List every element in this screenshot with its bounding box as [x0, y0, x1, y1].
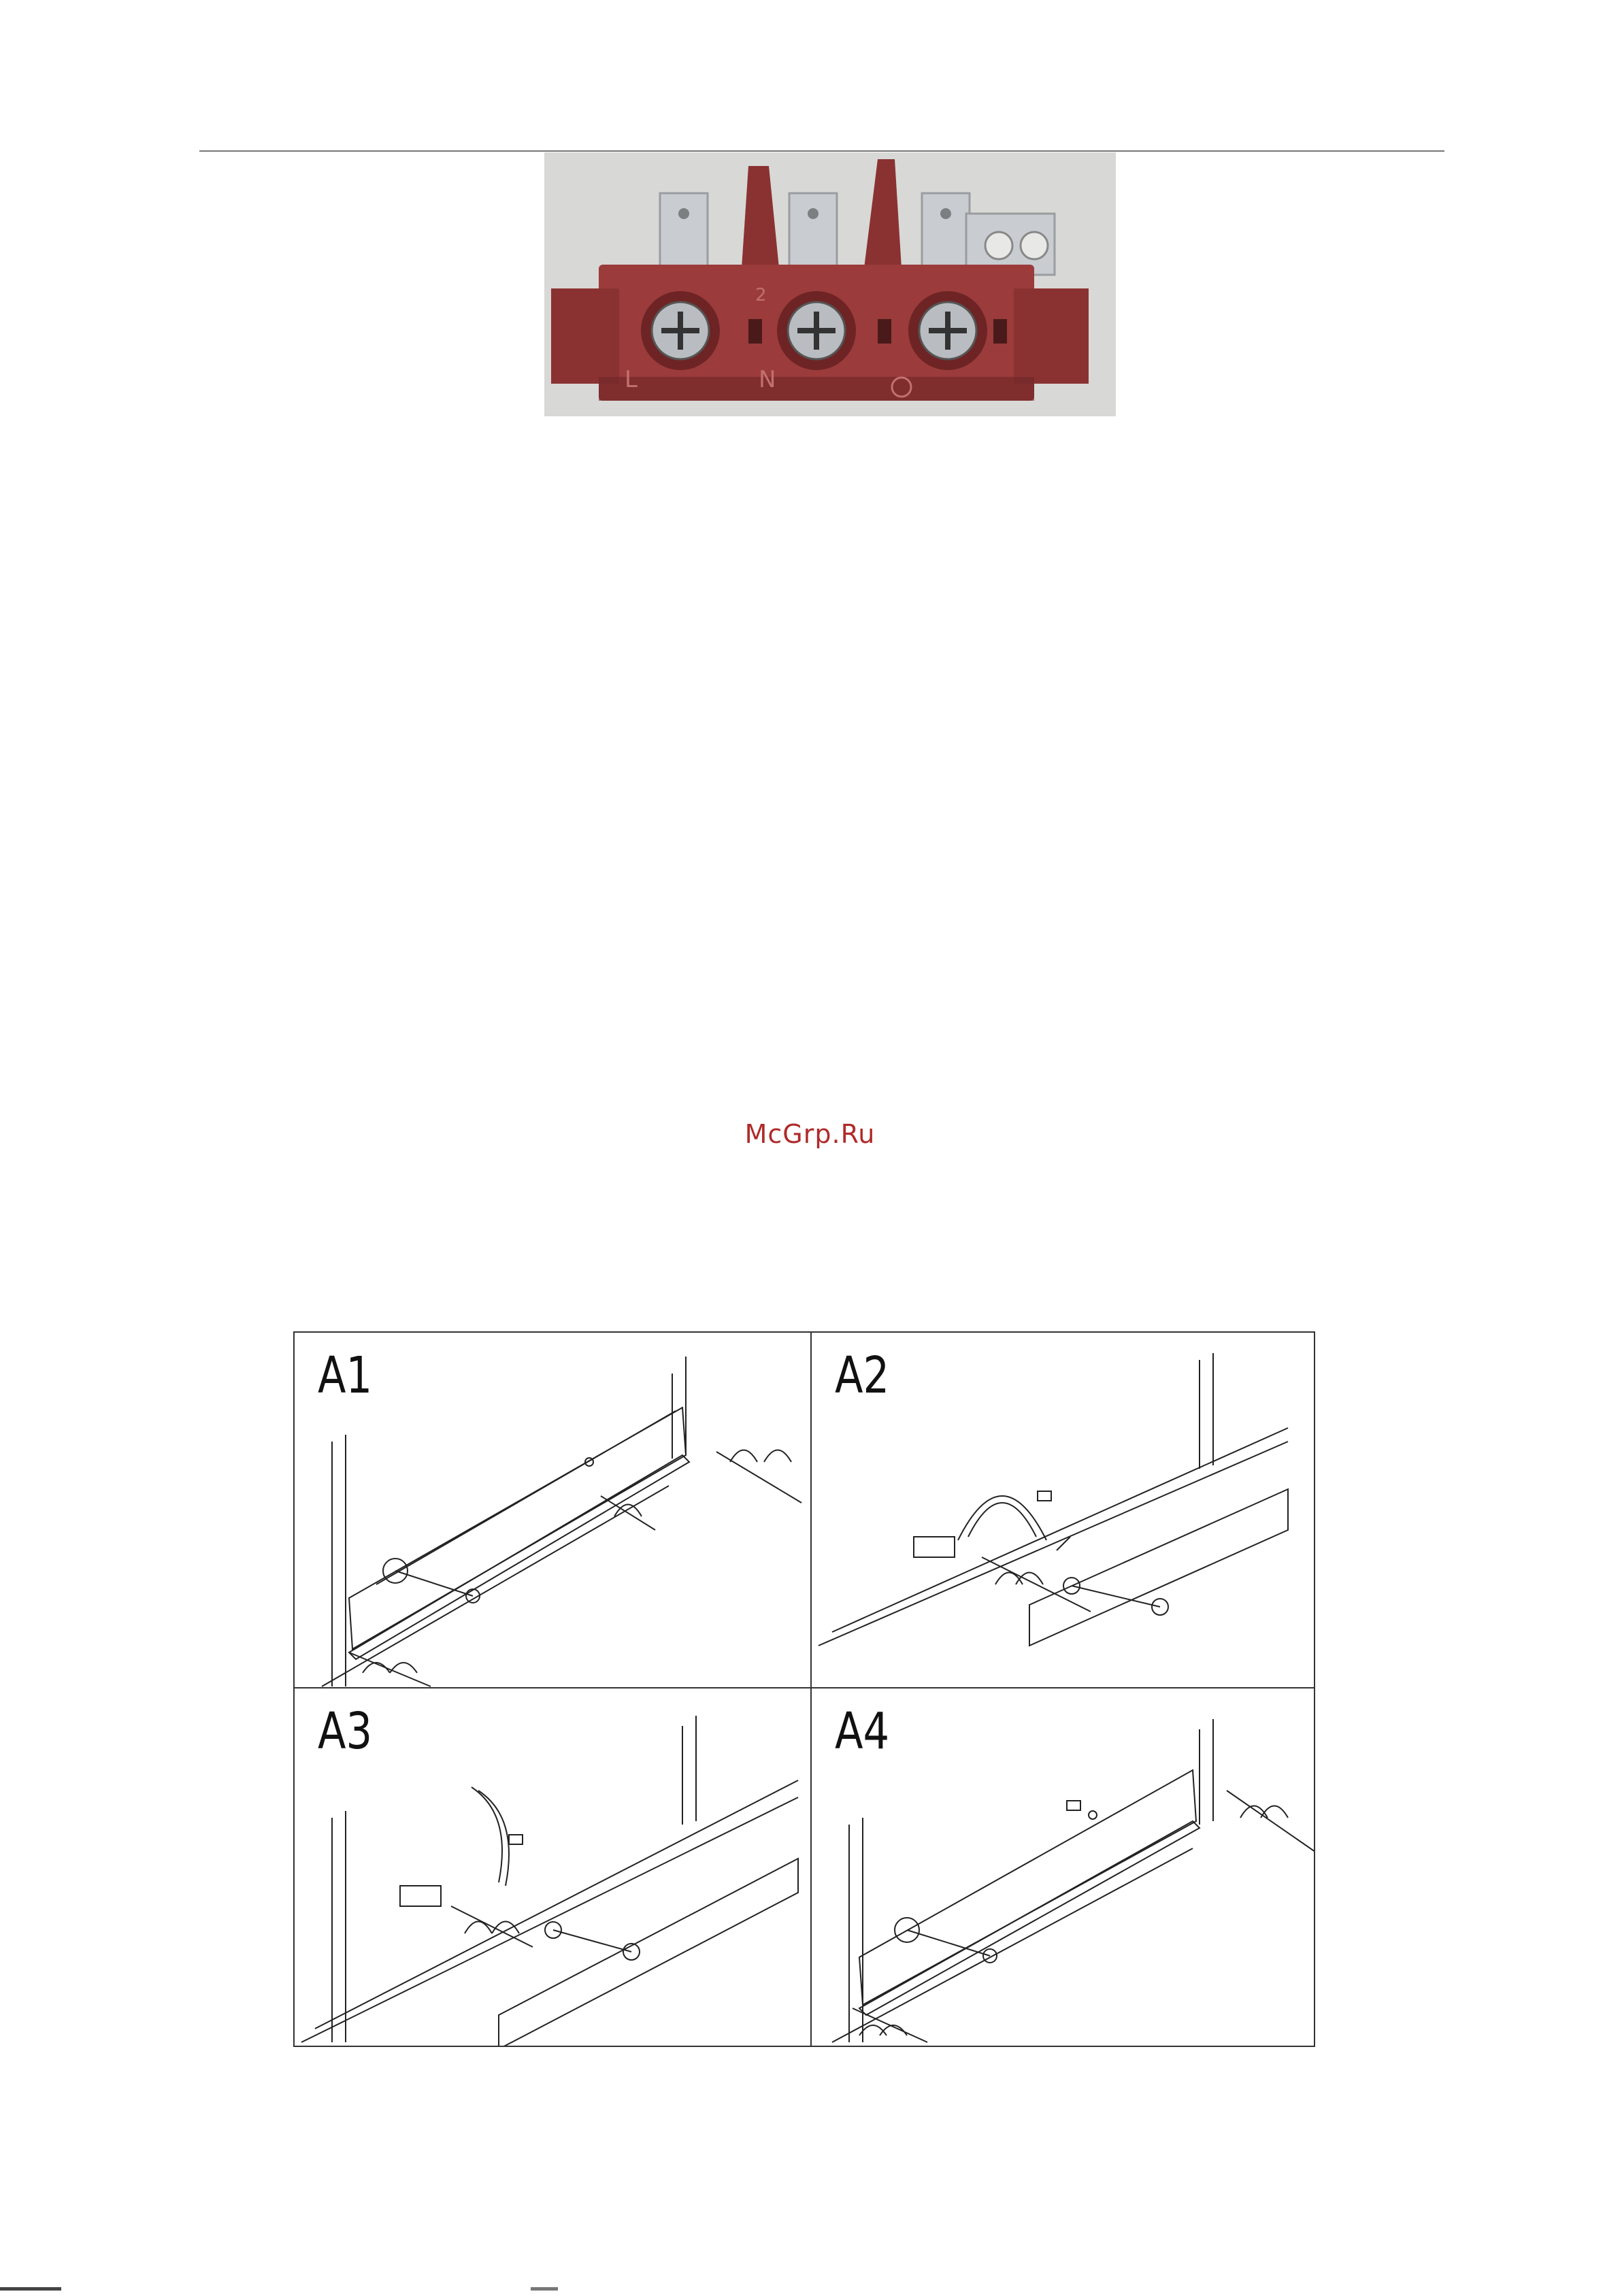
- panel-a4: [812, 1688, 1314, 2046]
- screw-left: [641, 291, 720, 370]
- mark-2: 2: [755, 285, 767, 305]
- mark-l: L: [625, 366, 638, 393]
- panel-a3: [295, 1688, 810, 2046]
- watermark: McGrp.Ru: [744, 1119, 876, 1149]
- panel-label: A2: [835, 1346, 890, 1405]
- panel-label: A3: [318, 1702, 373, 1761]
- panel-a1: [295, 1333, 810, 1687]
- panel-a2: [812, 1333, 1314, 1687]
- page-footer-edge: [0, 2283, 1620, 2292]
- panel-label: A4: [835, 1702, 890, 1761]
- terminal-block-photo: [544, 152, 1116, 416]
- mark-n: N: [759, 366, 776, 393]
- panel-label: A1: [318, 1346, 373, 1405]
- header-rule: [199, 150, 1444, 152]
